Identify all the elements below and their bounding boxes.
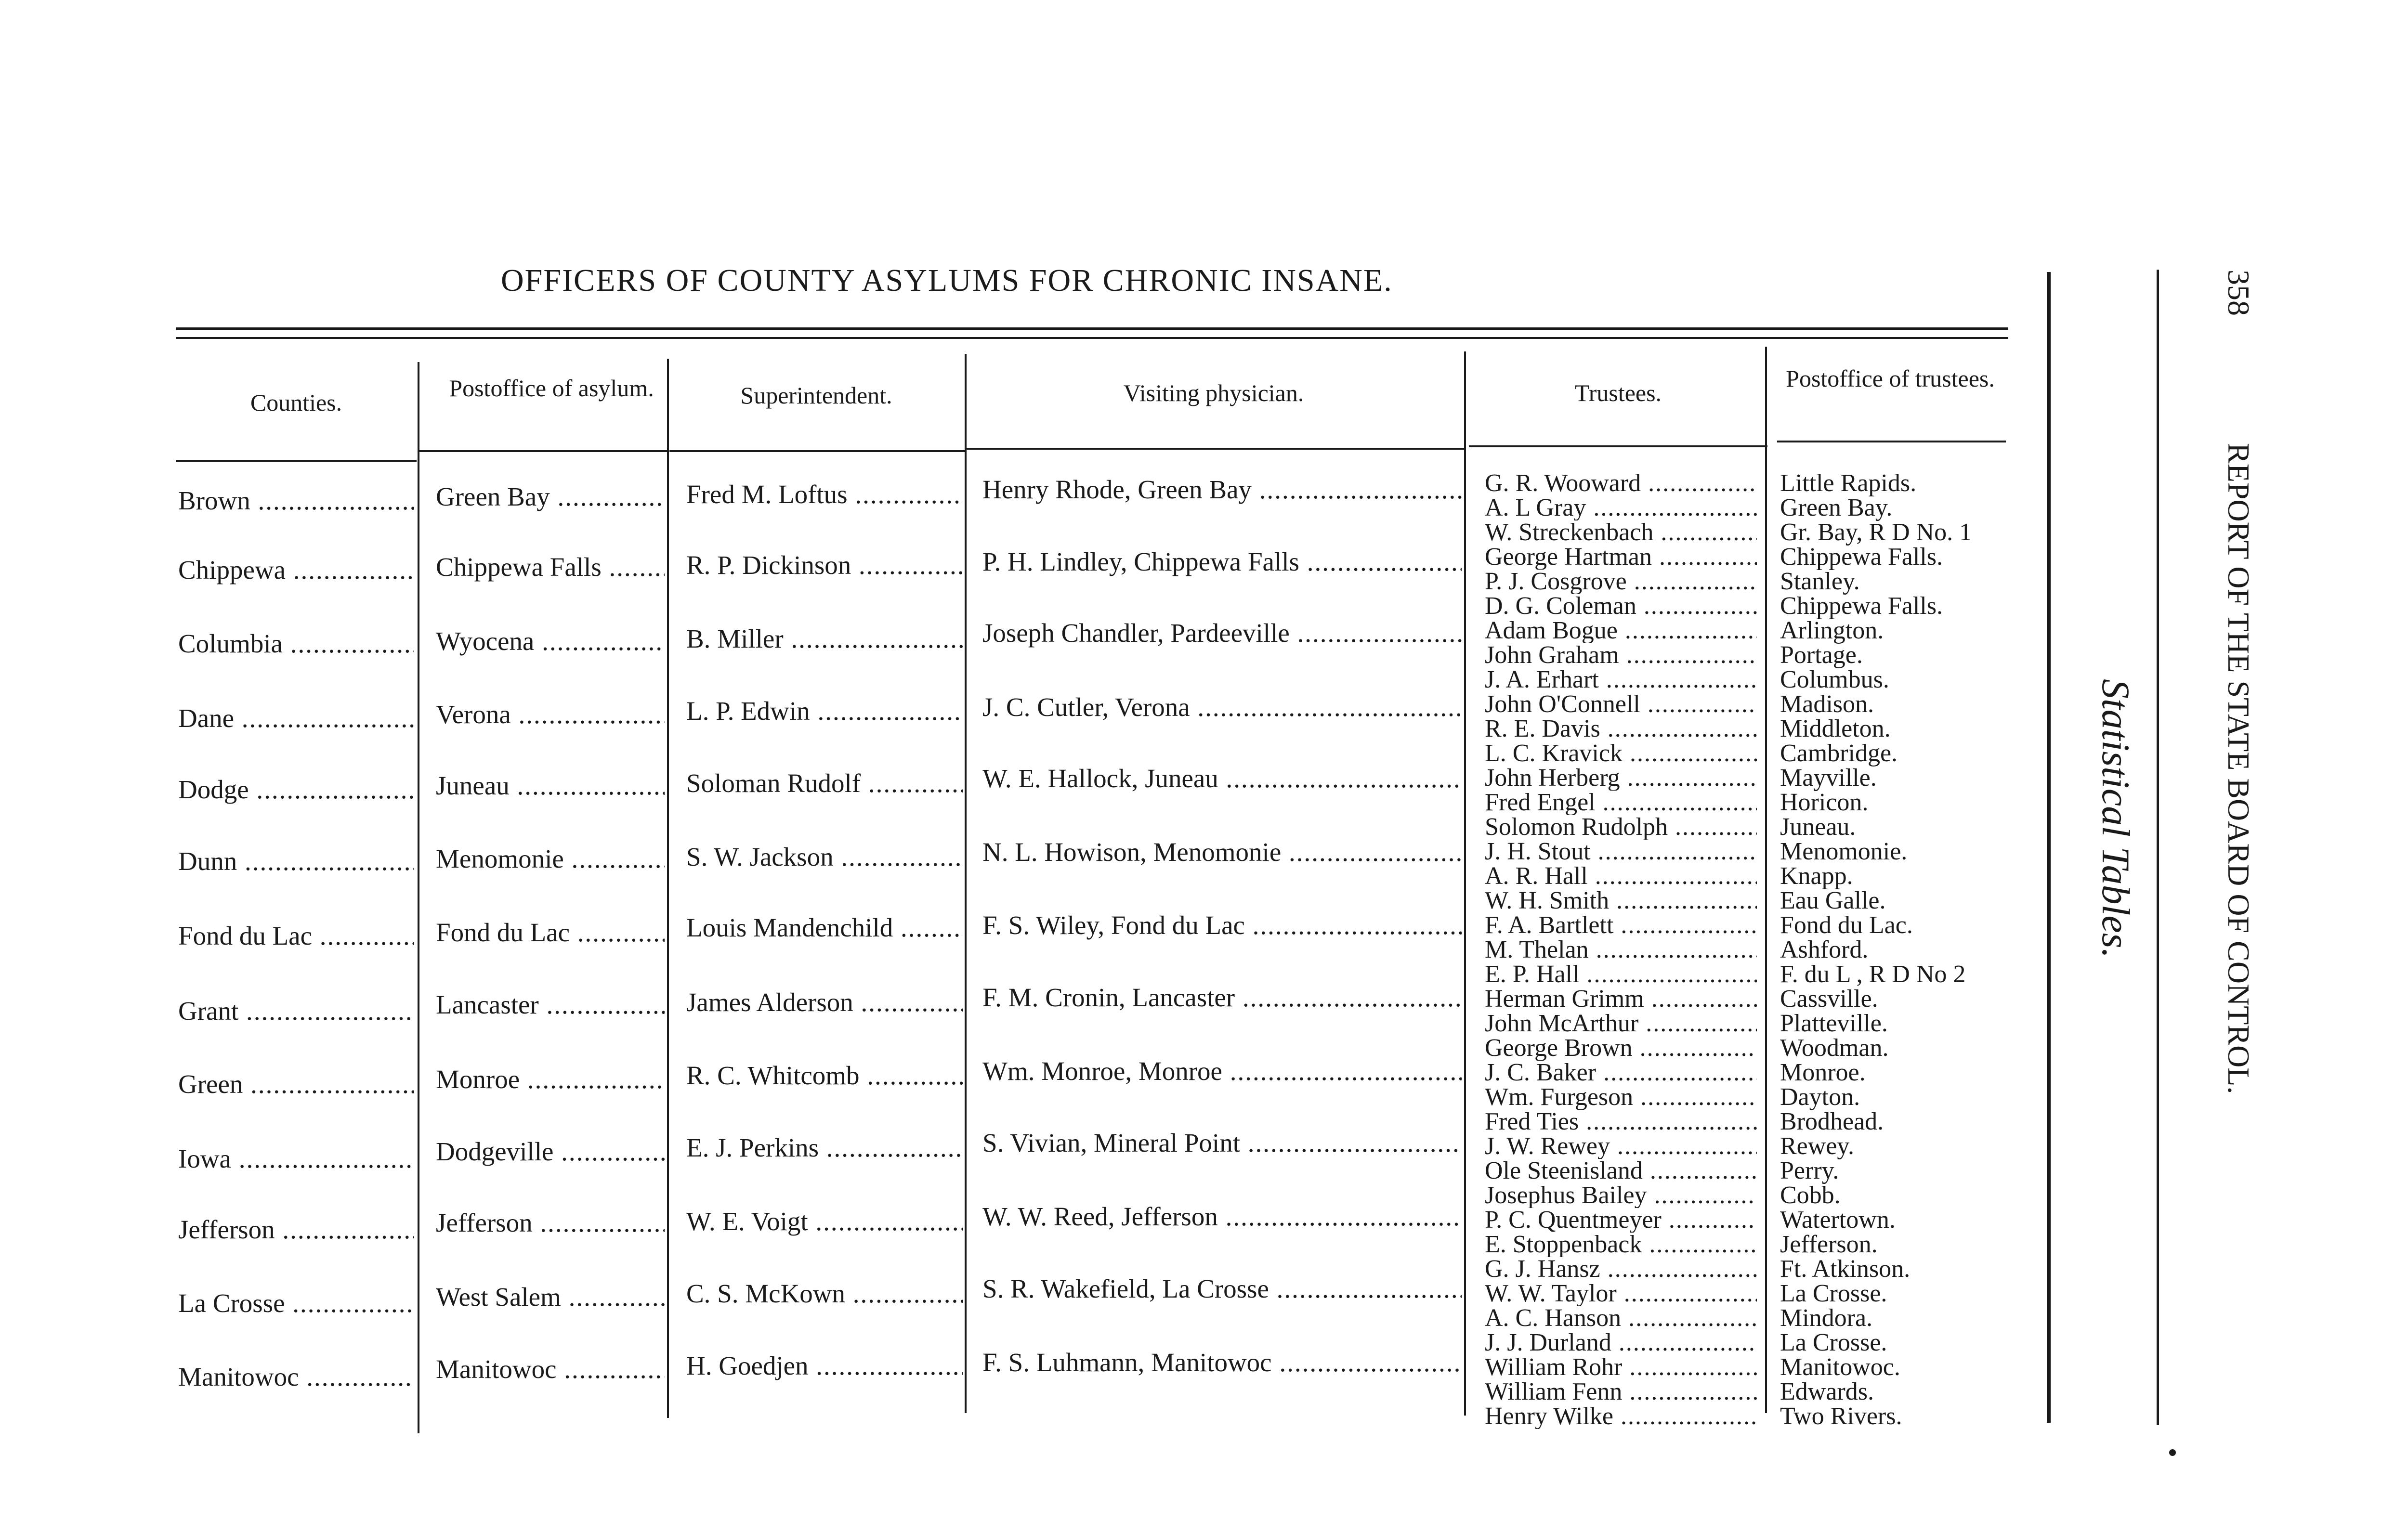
county-name: Brown ..... xyxy=(178,485,414,516)
trustee-postoffice: Fond du Lac. xyxy=(1780,911,1913,939)
trustee-name: William Rohr ..... xyxy=(1485,1355,1757,1380)
trustee-name: D. G. Coleman ..... xyxy=(1485,594,1757,619)
trustee-postoffice: Dayton. xyxy=(1780,1083,1860,1111)
county-name: Dunn ..... xyxy=(178,846,414,876)
asylum-postoffice: Juneau ..... xyxy=(436,770,665,801)
asylum-postoffice: Menomonie ..... xyxy=(436,844,665,874)
trustee-name: A. C. Hanson ..... xyxy=(1485,1306,1757,1331)
header-underline-superintendent xyxy=(669,450,966,452)
superintendent: W. E. Voigt ..... xyxy=(686,1206,963,1236)
trustee-postoffice: Mayville. xyxy=(1780,764,1877,792)
trustee-name: Ole Steenisland ..... xyxy=(1485,1158,1757,1183)
county-name: Dodge ..... xyxy=(178,774,414,805)
trustee-postoffice: Columbus. xyxy=(1780,666,1889,693)
trustee-postoffice: Manitowoc. xyxy=(1780,1353,1900,1381)
trustee-name: J. H. Stout ..... xyxy=(1485,839,1757,864)
header-trustees: Trustees. xyxy=(1574,379,1662,406)
trustee-postoffice: Juneau. xyxy=(1780,813,1856,841)
trustee-name: John Herberg ..... xyxy=(1485,766,1757,791)
trustee-name: R. E. Davis ..... xyxy=(1485,716,1757,741)
header-counties: Counties. xyxy=(250,389,342,416)
trustee-postoffice: F. du L , R D No 2 xyxy=(1780,961,1966,988)
visiting-physician: Joseph Chandler, Pardeeville ..... xyxy=(982,618,1462,648)
trustee-postoffice: Eau Galle. xyxy=(1780,887,1886,914)
asylum-postoffice: West Salem ..... xyxy=(436,1282,665,1312)
column-divider xyxy=(667,359,669,1418)
trustee-name: W. W. Taylor ..... xyxy=(1485,1281,1757,1306)
trustee-name: George Hartman ..... xyxy=(1485,545,1757,570)
visiting-physician: J. C. Cutler, Verona ..... xyxy=(982,692,1462,722)
trustee-name: John Graham ..... xyxy=(1485,643,1757,668)
header-underline-trustees xyxy=(1469,445,1767,447)
superintendent: L. P. Edwin ..... xyxy=(686,696,963,726)
visiting-physician: W. E. Hallock, Juneau ..... xyxy=(982,763,1462,793)
trustee-postoffice: La Crosse. xyxy=(1780,1280,1887,1307)
asylum-postoffice: Wyocena ..... xyxy=(436,626,665,656)
section-title: Statistical Tables. xyxy=(2094,679,2138,959)
visiting-physician: F. M. Cronin, Lancaster ..... xyxy=(982,982,1462,1013)
superintendent: H. Goedjen ..... xyxy=(686,1351,963,1381)
margin-rule-inner xyxy=(2047,272,2051,1423)
trustee-postoffice: Little Rapids. xyxy=(1780,469,1917,497)
trustee-name: J. W. Rewey ..... xyxy=(1485,1134,1757,1159)
trustee-name: Solomon Rudolph ..... xyxy=(1485,815,1757,840)
header-visiting-physician: Visiting physician. xyxy=(1123,379,1304,406)
header-underline-postoffice xyxy=(419,450,667,452)
county-name: Dane ..... xyxy=(178,703,414,733)
visiting-physician: P. H. Lindley, Chippewa Falls ..... xyxy=(982,546,1462,577)
trustee-name: Fred Ties ..... xyxy=(1485,1109,1757,1134)
header-underline-counties xyxy=(176,460,417,462)
superintendent: R. P. Dickinson ..... xyxy=(686,550,963,580)
trustee-name: John McArthur ..... xyxy=(1485,1011,1757,1036)
asylum-postoffice: Verona ..... xyxy=(436,699,665,729)
trustee-postoffice: Knapp. xyxy=(1780,862,1853,890)
trustee-postoffice: Portage. xyxy=(1780,641,1863,669)
county-name: Fond du Lac ..... xyxy=(178,921,414,951)
page-title: OFFICERS OF COUNTY ASYLUMS FOR CHRONIC INSANE. xyxy=(501,263,1393,298)
trustee-postoffice: Ft. Atkinson. xyxy=(1780,1255,1911,1283)
trustee-name: Josephus Bailey ..... xyxy=(1485,1183,1757,1208)
trustee-postoffice: Chippewa Falls. xyxy=(1780,543,1943,571)
trustee-postoffice: Green Bay. xyxy=(1780,494,1893,521)
trustee-postoffice: Cambridge. xyxy=(1780,740,1898,767)
superintendent: E. J. Perkins ..... xyxy=(686,1132,963,1163)
superintendent: C. S. McKown ..... xyxy=(686,1278,963,1309)
superintendent: R. C. Whitcomb ..... xyxy=(686,1060,963,1091)
superintendent: James Alderson ..... xyxy=(686,987,963,1017)
trustee-postoffice: Horicon. xyxy=(1780,789,1869,816)
trustee-postoffice: Perry. xyxy=(1780,1157,1839,1184)
column-divider xyxy=(1765,347,1767,1413)
trustee-postoffice: Gr. Bay, R D No. 1 xyxy=(1780,519,1972,546)
trustee-name: George Brown ..... xyxy=(1485,1036,1757,1061)
trustee-postoffice: Madison. xyxy=(1780,690,1874,718)
header-postoffice-trustees: Postoffice of trustees. xyxy=(1786,365,1995,392)
superintendent: Fred M. Loftus ..... xyxy=(686,479,963,509)
superintendent: Louis Mandenchild ..... xyxy=(686,912,963,943)
asylum-postoffice: Fond du Lac ..... xyxy=(436,917,665,948)
asylum-postoffice: Chippewa Falls ..... xyxy=(436,552,665,582)
trustee-name: L. C. Kravick ..... xyxy=(1485,741,1757,766)
asylum-postoffice: Lancaster ..... xyxy=(436,989,665,1020)
trustee-name: J. J. Durland ..... xyxy=(1485,1330,1757,1355)
trustee-postoffice: Edwards. xyxy=(1780,1378,1874,1405)
visiting-physician: S. Vivian, Mineral Point ..... xyxy=(982,1128,1462,1158)
trustee-name: M. Thelan ..... xyxy=(1485,937,1757,962)
top-rule-lower xyxy=(176,337,2008,339)
margin-dot xyxy=(2169,1449,2176,1456)
visiting-physician: N. L. Howison, Menomonie ..... xyxy=(982,837,1462,867)
trustee-postoffice: Chippewa Falls. xyxy=(1780,592,1943,620)
trustee-postoffice: Middleton. xyxy=(1780,715,1891,742)
superintendent: S. W. Jackson ..... xyxy=(686,842,963,872)
trustee-name: Fred Engel ..... xyxy=(1485,790,1757,815)
visiting-physician: F. S. Luhmann, Manitowoc ..... xyxy=(982,1347,1462,1377)
header-underline-physician xyxy=(966,448,1464,450)
trustee-name: A. R. Hall ..... xyxy=(1485,864,1757,889)
trustee-name: E. P. Hall ..... xyxy=(1485,962,1757,987)
asylum-postoffice: Green Bay ..... xyxy=(436,481,665,512)
trustee-postoffice: Mindora. xyxy=(1780,1304,1873,1332)
top-rule-upper xyxy=(176,327,2008,330)
margin-rule-outer xyxy=(2157,270,2159,1425)
asylum-postoffice: Manitowoc ..... xyxy=(436,1354,665,1384)
header-underline-postoffice-trustees xyxy=(1777,441,2006,442)
trustee-name: Wm. Furgeson ..... xyxy=(1485,1085,1757,1110)
trustee-name: P. J. Cosgrove ..... xyxy=(1485,569,1757,594)
trustee-postoffice: Platteville. xyxy=(1780,1010,1888,1037)
trustee-postoffice: Monroe. xyxy=(1780,1059,1866,1086)
trustee-name: G. R. Wooward ..... xyxy=(1485,471,1757,496)
trustee-name: Henry Wilke ..... xyxy=(1485,1404,1757,1429)
asylum-postoffice: Jefferson ..... xyxy=(436,1208,665,1238)
visiting-physician: W. W. Reed, Jefferson ..... xyxy=(982,1201,1462,1232)
trustee-postoffice: Ashford. xyxy=(1780,936,1869,963)
trustee-postoffice: Stanley. xyxy=(1780,568,1860,595)
trustee-postoffice: Cobb. xyxy=(1780,1182,1841,1209)
trustee-postoffice: Rewey. xyxy=(1780,1132,1855,1160)
trustee-name: William Fenn ..... xyxy=(1485,1379,1757,1404)
county-name: Jefferson ..... xyxy=(178,1214,414,1245)
trustee-postoffice: Watertown. xyxy=(1780,1206,1896,1234)
trustee-postoffice: Woodman. xyxy=(1780,1034,1889,1062)
trustee-name: John O'Connell ..... xyxy=(1485,692,1757,717)
trustee-postoffice: La Crosse. xyxy=(1780,1329,1887,1356)
trustee-postoffice: Arlington. xyxy=(1780,617,1884,644)
county-name: Manitowoc ..... xyxy=(178,1362,414,1392)
column-divider xyxy=(1464,351,1466,1416)
trustee-name: P. C. Quentmeyer ..... xyxy=(1485,1208,1757,1233)
asylum-postoffice: Monroe ..... xyxy=(436,1064,665,1094)
superintendent: B. Miller ..... xyxy=(686,624,963,654)
county-name: La Crosse ..... xyxy=(178,1288,414,1318)
trustee-name: J. A. Erhart ..... xyxy=(1485,667,1757,692)
trustee-name: G. J. Hansz ..... xyxy=(1485,1257,1757,1282)
trustee-name: J. C. Baker ..... xyxy=(1485,1060,1757,1085)
column-divider xyxy=(965,354,967,1413)
trustee-name: W. Streckenbach ..... xyxy=(1485,520,1757,545)
trustee-postoffice: Cassville. xyxy=(1780,985,1878,1013)
county-name: Columbia ..... xyxy=(178,628,414,659)
trustee-postoffice: Menomonie. xyxy=(1780,838,1908,865)
county-name: Green ..... xyxy=(178,1069,414,1099)
column-divider xyxy=(418,362,419,1433)
trustee-postoffice: Brodhead. xyxy=(1780,1108,1884,1135)
asylum-postoffice: Dodgeville ..... xyxy=(436,1136,665,1167)
visiting-physician: Henry Rhode, Green Bay ..... xyxy=(982,474,1462,505)
trustee-postoffice: Two Rivers. xyxy=(1780,1403,1902,1430)
trustee-name: Adam Bogue ..... xyxy=(1485,618,1757,643)
trustee-postoffice: Jefferson. xyxy=(1780,1231,1878,1258)
visiting-physician: Wm. Monroe, Monroe ..... xyxy=(982,1056,1462,1086)
visiting-physician: S. R. Wakefield, La Crosse ..... xyxy=(982,1273,1462,1304)
header-superintendent: Superintendent. xyxy=(740,382,892,409)
page-number: 358 xyxy=(2222,270,2256,316)
trustee-name: A. L Gray ..... xyxy=(1485,495,1757,520)
header-postoffice-asylum: Postoffice of asylum. xyxy=(449,375,654,402)
trustee-name: Herman Grimm ..... xyxy=(1485,987,1757,1012)
county-name: Iowa ..... xyxy=(178,1143,414,1174)
superintendent: Soloman Rudolf ..... xyxy=(686,768,963,798)
county-name: Chippewa ..... xyxy=(178,555,414,585)
visiting-physician: F. S. Wiley, Fond du Lac ..... xyxy=(982,910,1462,940)
county-name: Grant ..... xyxy=(178,996,414,1026)
trustee-name: E. Stoppenback ..... xyxy=(1485,1232,1757,1257)
trustee-name: W. H. Smith ..... xyxy=(1485,888,1757,913)
trustee-name: F. A. Bartlett ..... xyxy=(1485,913,1757,938)
running-head: REPORT OF THE STATE BOARD OF CONTROL. xyxy=(2222,443,2256,1094)
